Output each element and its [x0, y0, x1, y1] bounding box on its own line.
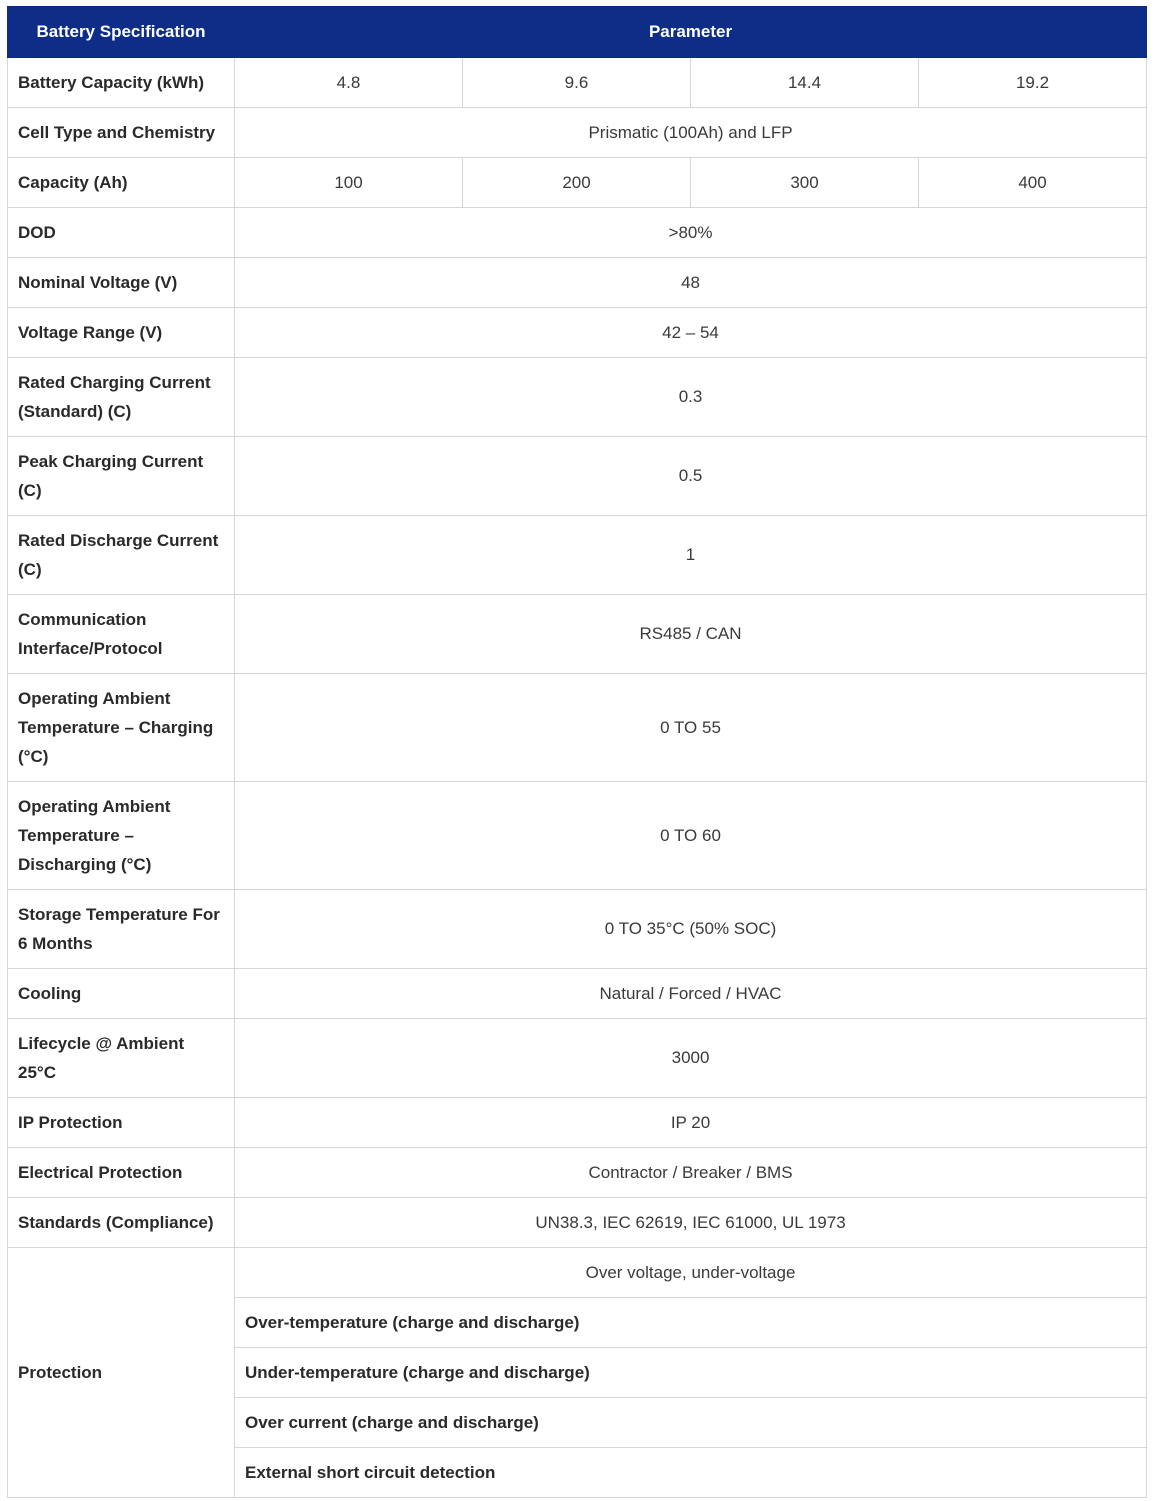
protection-item: Over current (charge and discharge) [235, 1398, 1147, 1448]
row-label: Operating Ambient Temperature – Charging (°C) [8, 674, 235, 782]
row-label: Protection [8, 1248, 235, 1498]
row-value: Contractor / Breaker / BMS [235, 1148, 1147, 1198]
row-value: Natural / Forced / HVAC [235, 969, 1147, 1019]
row-label: Storage Temperature For 6 Months [8, 890, 235, 969]
table-row [8, 208, 1147, 258]
row-label: Nominal Voltage (V) [8, 258, 235, 308]
row-value: 3000 [235, 1019, 1147, 1098]
row-value: 0.5 [235, 437, 1147, 516]
protection-item: Under-temperature (charge and discharge) [235, 1348, 1147, 1398]
row-value: RS485 / CAN [235, 595, 1147, 674]
row-value: 42 – 54 [235, 308, 1147, 358]
row-value: Prismatic (100Ah) and LFP [235, 108, 1147, 158]
row-label: Cell Type and Chemistry [8, 108, 235, 158]
row-label: Capacity (Ah) [8, 158, 235, 208]
table-header-row [8, 7, 1147, 58]
table-row [8, 969, 1147, 1019]
row-label: Cooling [8, 969, 235, 1019]
row-label: Rated Discharge Current (C) [8, 516, 235, 595]
row-label: Battery Capacity (kWh) [8, 58, 235, 108]
row-label: Electrical Protection [8, 1148, 235, 1198]
row-label: Standards (Compliance) [8, 1198, 235, 1248]
row-value: 19.2 [919, 58, 1147, 108]
row-label: Voltage Range (V) [8, 308, 235, 358]
table-row [8, 58, 1147, 108]
row-label: DOD [8, 208, 235, 258]
row-value: >80% [235, 208, 1147, 258]
table-row [8, 782, 1147, 890]
protection-item: Over voltage, under-voltage [235, 1248, 1147, 1298]
row-value: 0 TO 55 [235, 674, 1147, 782]
table-row [8, 437, 1147, 516]
protection-item: External short circuit detection [235, 1448, 1147, 1498]
table-row [8, 358, 1147, 437]
table-row [8, 1148, 1147, 1198]
header-battery-specification: Battery Specification [8, 7, 235, 58]
table-row [8, 308, 1147, 358]
table-row [8, 516, 1147, 595]
row-value: 9.6 [463, 58, 691, 108]
row-label: Operating Ambient Temperature – Discharging (°C) [8, 782, 235, 890]
table-row [8, 890, 1147, 969]
row-label: Communication Interface/Protocol [8, 595, 235, 674]
table-row [8, 108, 1147, 158]
row-value: 100 [235, 158, 463, 208]
row-value: 0.3 [235, 358, 1147, 437]
table-row [8, 1198, 1147, 1248]
row-value: IP 20 [235, 1098, 1147, 1148]
table-row [8, 258, 1147, 308]
row-value: 1 [235, 516, 1147, 595]
row-value: 0 TO 35°C (50% SOC) [235, 890, 1147, 969]
row-value: 0 TO 60 [235, 782, 1147, 890]
row-label: Lifecycle @ Ambient 25°C [8, 1019, 235, 1098]
header-parameter: Parameter [235, 7, 1147, 58]
row-label: IP Protection [8, 1098, 235, 1148]
row-value: UN38.3, IEC 62619, IEC 61000, UL 1973 [235, 1198, 1147, 1248]
row-value: 200 [463, 158, 691, 208]
row-value: 14.4 [691, 58, 919, 108]
table-row [8, 674, 1147, 782]
table-row [8, 1098, 1147, 1148]
battery-spec-table [7, 6, 1147, 1498]
row-label: Rated Charging Current (Standard) (C) [8, 358, 235, 437]
protection-item: Over-temperature (charge and discharge) [235, 1298, 1147, 1348]
row-value: 300 [691, 158, 919, 208]
table-row [8, 1019, 1147, 1098]
table-row [8, 158, 1147, 208]
table-row [8, 1248, 1147, 1298]
row-value: 4.8 [235, 58, 463, 108]
row-value: 400 [919, 158, 1147, 208]
row-value: 48 [235, 258, 1147, 308]
row-label: Peak Charging Current (C) [8, 437, 235, 516]
table-row [8, 595, 1147, 674]
